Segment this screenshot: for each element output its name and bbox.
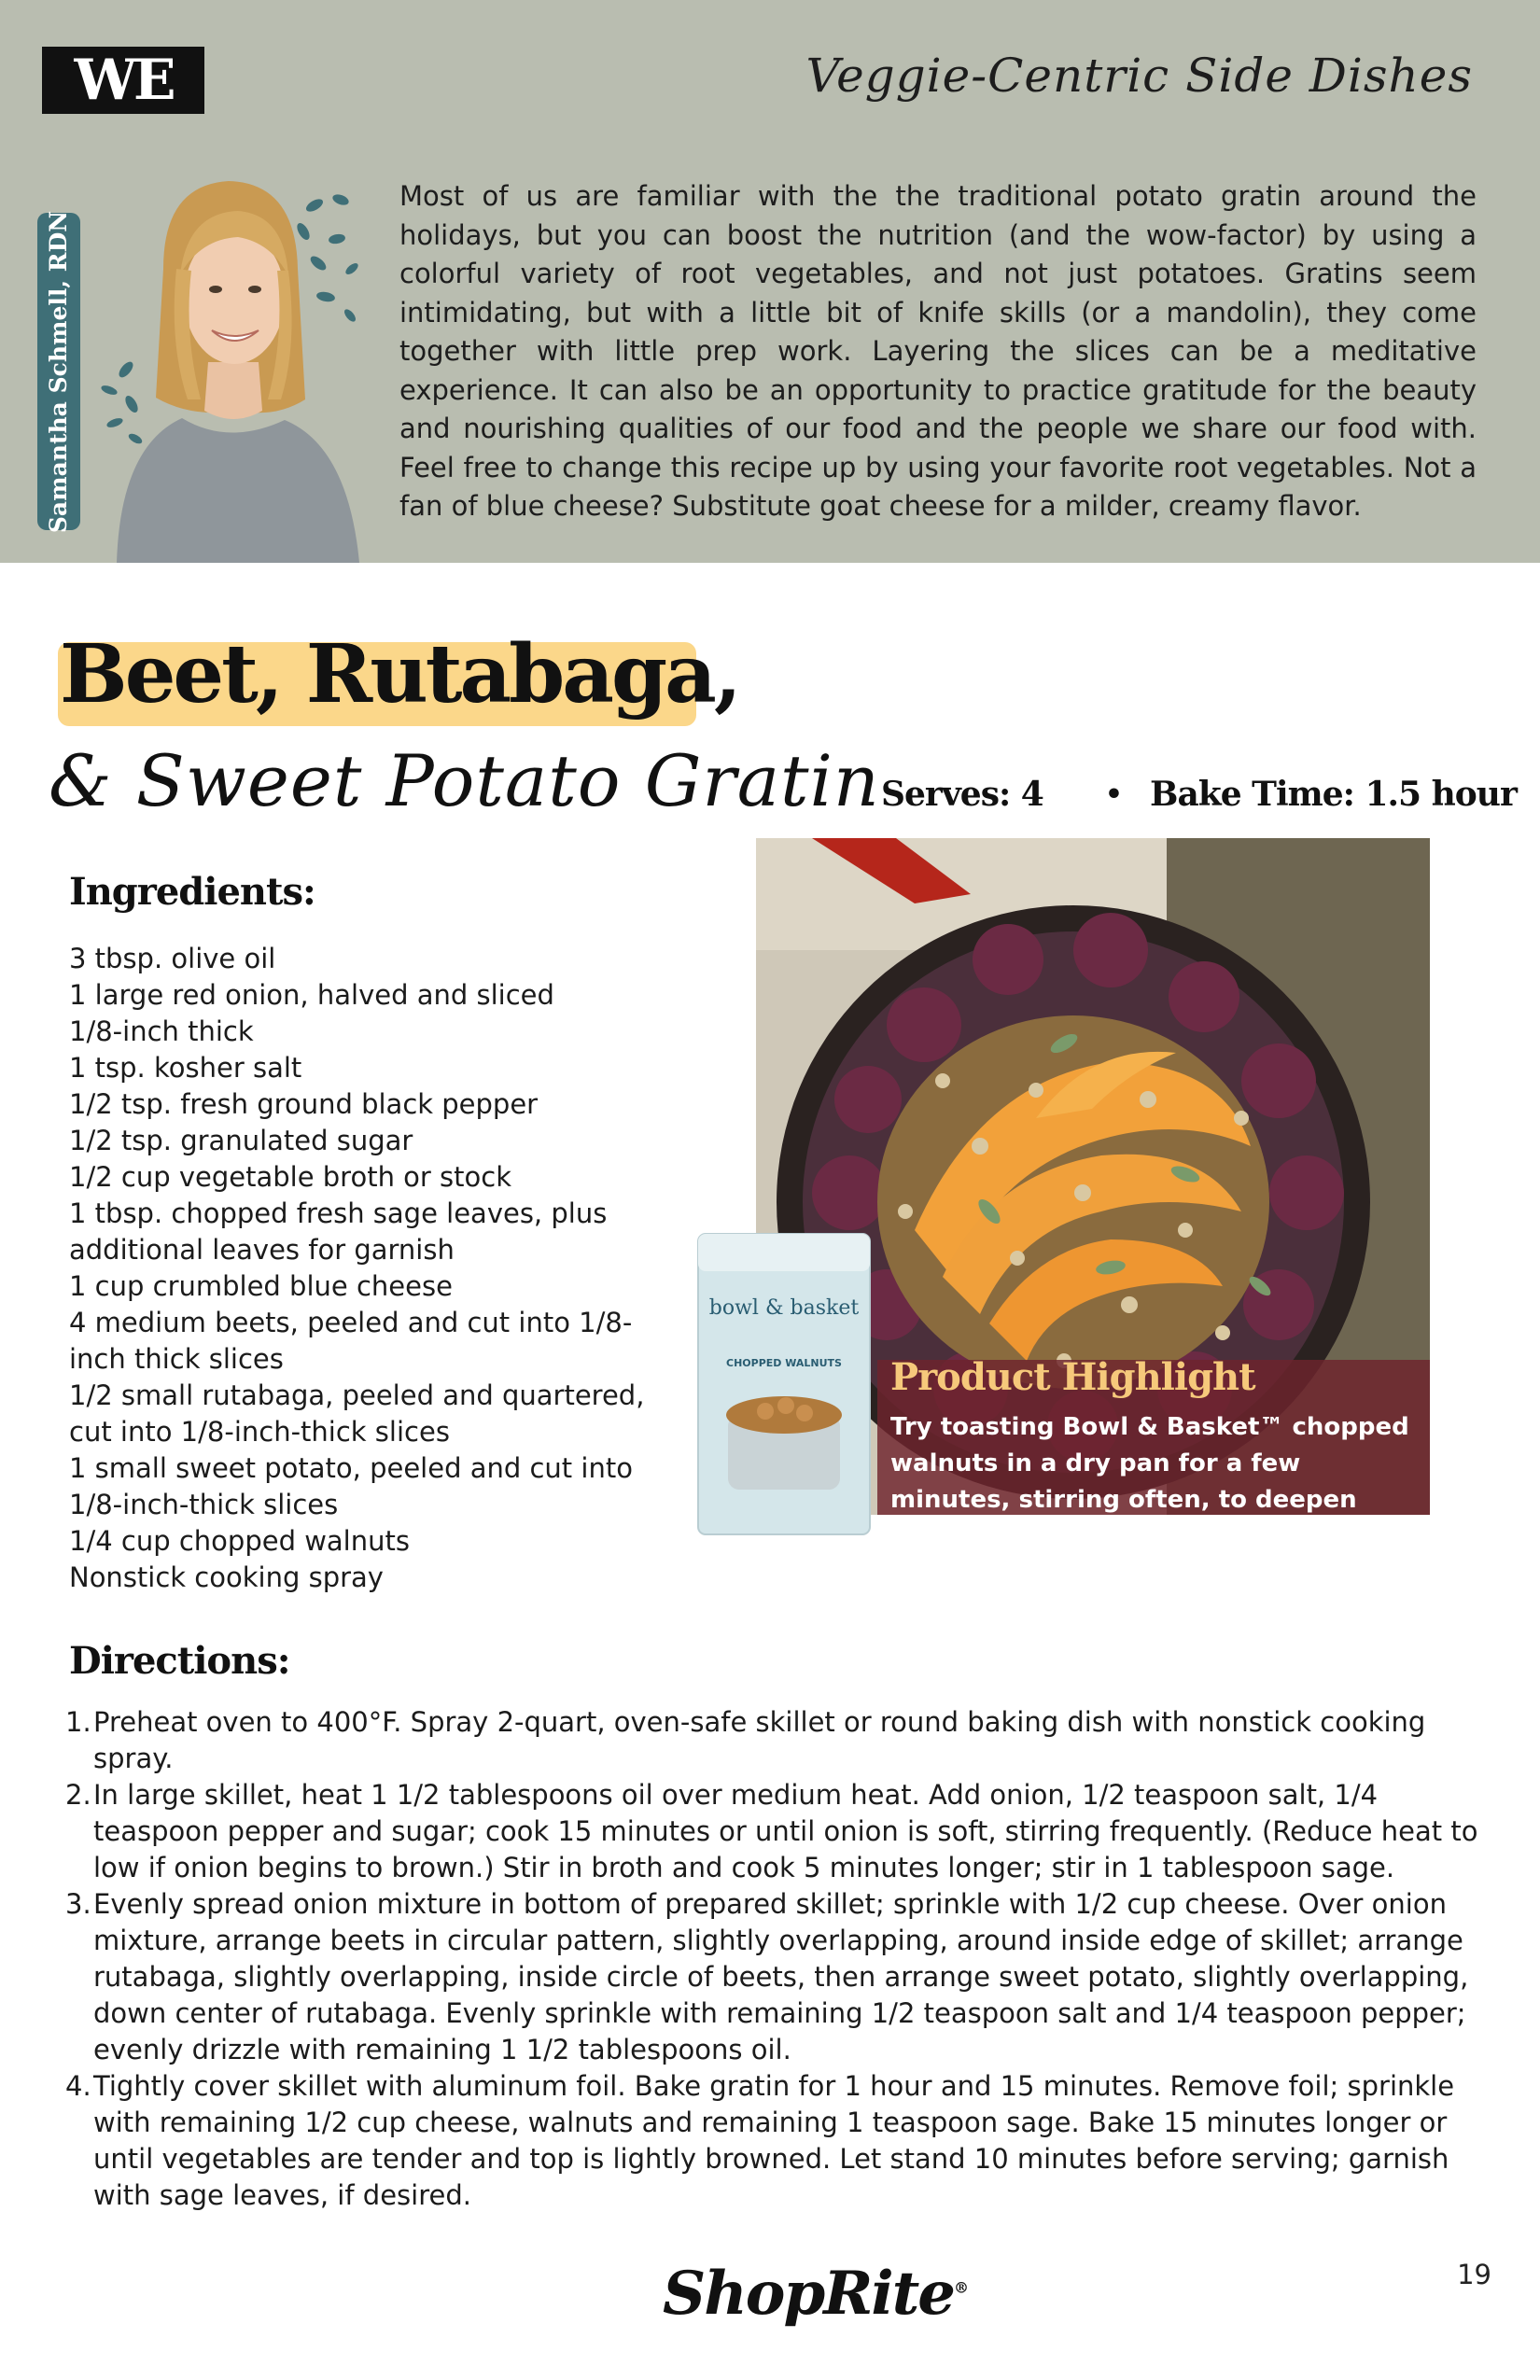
ingredient-item: Nonstick cooking spray	[69, 1561, 384, 1593]
bag-brand: bowl & basket	[708, 1296, 860, 1320]
recipe-meta	[881, 775, 1517, 814]
ingredients-heading: Ingredients:	[69, 870, 315, 914]
step-number: 4.	[65, 2070, 91, 2102]
ingredient-item: 1 tsp. kosher salt	[69, 1052, 302, 1084]
recipe-title-line-1: Beet, Rutabaga,	[60, 627, 739, 721]
ingredient-item: 3 tbsp. olive oil	[69, 943, 276, 974]
bag-product: CHOPPED WALNUTS	[726, 1357, 842, 1369]
ingredients-list	[69, 941, 704, 1596]
intro-paragraph: Most of us are familiar with the the traditional potato gratin around the holidays, but you can boost the nutrition (and the wow-factor) by using a colorful variety of root vegetables, and not just potatoes. Gratins seem intimidating, but with a little bit of knife skills (or a mandolin), they come together with little prep work. Layering the slices can be a meditative experience. It can also be an opportunity to practice gratitude for the beauty and nourishing qualities of our food and the people we share our food with. Feel free to change this recipe up by using your favorite root vegetables. Not a fan of blue cheese? Substitute goat cheese for a milder, creamy flavor.	[399, 180, 1477, 522]
directions-list	[65, 1704, 1506, 2214]
directions-heading: Directions:	[69, 1639, 290, 1683]
direction-step	[65, 2068, 1506, 2214]
step-number: 1.	[65, 1706, 91, 1738]
ingredient-item: 1 large red onion, halved and sliced 1/8-inch thick	[69, 979, 554, 1047]
author-name: Samantha Schmell, RDN	[45, 210, 73, 533]
step-text: In large skillet, heat 1 1/2 tablespoons oil over medium heat. Add onion, 1/2 teaspoon salt, 1/4 teaspoon pepper and sugar; cook 15 minutes or until onion is soft, stirring frequently. (Reduce heat to low if onion begins to brown.) Stir in broth and cook 5 minutes longer; stir in 1 tablespoon sage.	[93, 1779, 1478, 1883]
step-text: Tightly cover skillet with aluminum foil. Bake gratin for 1 hour and 15 minutes. Remove foil; sprinkle with remaining 1/2 cup cheese, walnuts and remaining 1 teaspoon sage. Bake 15 minutes longer or until vegetables are tender and top is lightly browned. Let stand 10 minutes before serving; garnish with sage leaves, if desired.	[93, 2070, 1455, 2211]
ingredient-item: 1/2 cup vegetable broth or stock	[69, 1161, 512, 1193]
meta-separator: •	[1104, 777, 1123, 811]
section-title: Veggie-Centric Side Dishes	[805, 49, 1473, 103]
registered-mark: ®	[953, 2278, 969, 2297]
ingredient-item: 1 cup crumbled blue cheese	[69, 1270, 453, 1302]
shoprite-logo-text: ShopRite	[663, 2259, 954, 2329]
step-text: Evenly spread onion mixture in bottom of prepared skillet; sprinkle with 1/2 cup cheese. Over onion mixture, arrange beets in circular pattern, slightly overlapping, around inside edge of skillet; arrange rutabaga, slightly overlapping, inside circle of beets, then arrange sweet potato, slightly overlapping, down center of rutabaga. Evenly sprinkle with remaining 1/2 teaspoon salt and 1/4 teaspoon pepper; evenly drizzle with remaining 1 1/2 tablespoons oil.	[93, 1888, 1469, 2065]
ingredient-item: 1/2 tsp. granulated sugar	[69, 1125, 413, 1156]
direction-step	[65, 1704, 1506, 1777]
serves: Serves: 4	[881, 775, 1043, 814]
ingredient-item: 1/4 cup chopped walnuts	[69, 1525, 410, 1557]
walnuts-product-bag	[691, 1228, 877, 1541]
step-number: 2.	[65, 1779, 91, 1811]
ingredient-item: 1/2 tsp. fresh ground black pepper	[69, 1088, 539, 1120]
bake-time: Bake Time: 1.5 hour	[1150, 775, 1517, 814]
product-highlight-title: Product Highlight	[890, 1355, 1255, 1399]
step-number: 3.	[65, 1888, 91, 1920]
author-tag	[37, 210, 80, 533]
ingredient-item: 4 medium beets, peeled and cut into 1/8-inch thick slices	[69, 1307, 633, 1375]
ingredient-item: 1 tbsp. chopped fresh sage leaves, plus additional leaves for garnish	[69, 1197, 608, 1266]
we-logo: WE	[42, 47, 204, 114]
step-text: Preheat oven to 400°F. Spray 2-quart, oven-safe skillet or round baking dish with nonstick cooking spray.	[93, 1706, 1426, 1774]
ingredient-item: 1/2 small rutabaga, peeled and quartered, cut into 1/8-inch-thick slices	[69, 1379, 645, 1448]
page-number: 19	[1457, 2259, 1491, 2290]
direction-step	[65, 1777, 1506, 1886]
shoprite-logo	[663, 2259, 969, 2329]
direction-step	[65, 1886, 1506, 2068]
author-portrait	[98, 166, 378, 563]
ingredient-item: 1 small sweet potato, peeled and cut into 1/8-inch-thick slices	[69, 1452, 633, 1520]
product-highlight-text: Try toasting Bowl & Basket™ chopped walnuts in a dry pan for a few minutes, stirring often, to deepen their flavor.	[890, 1413, 1409, 1550]
recipe-title-line-2: & Sweet Potato Gratin	[49, 739, 880, 822]
